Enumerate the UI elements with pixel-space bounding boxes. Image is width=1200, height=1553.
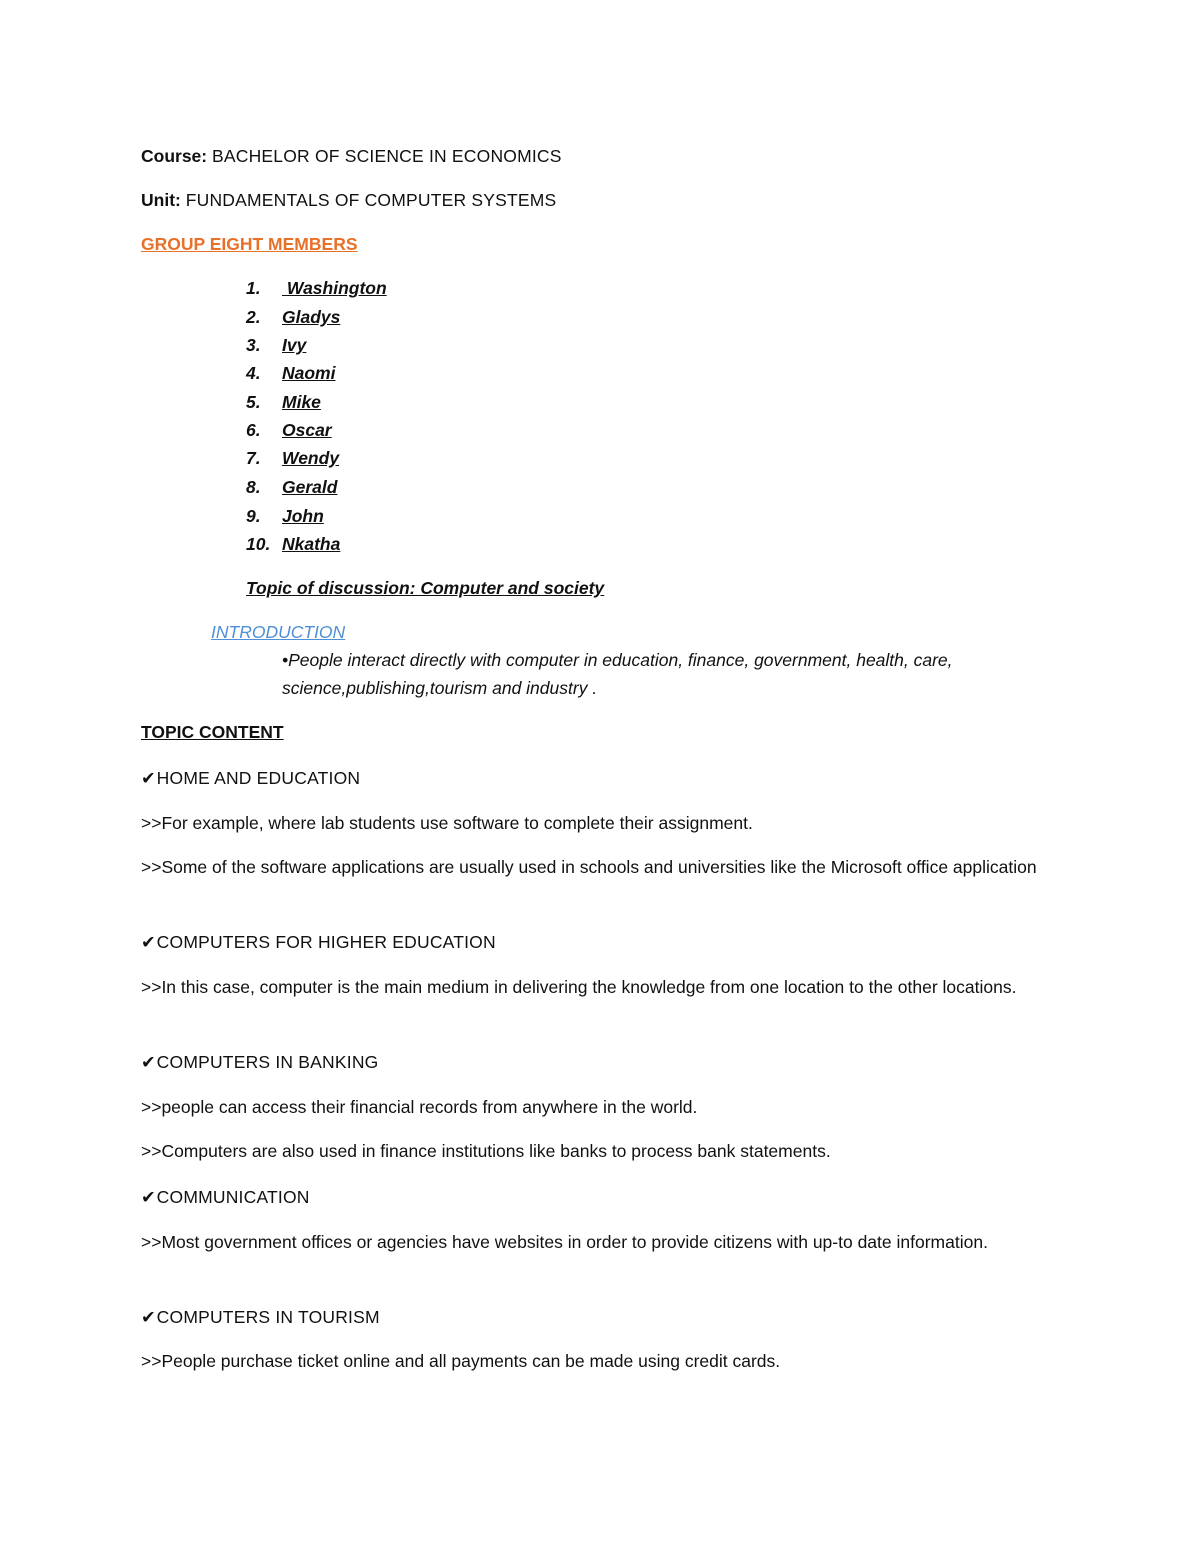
unit-line (141, 189, 556, 211)
list-number: 3. (246, 335, 261, 355)
member-name: Wendy (282, 448, 340, 468)
section-title (141, 931, 496, 953)
paragraph: >>people can access their financial records from anywhere in the world. (141, 1097, 698, 1117)
section-title (141, 767, 360, 789)
check-icon: ✔ (141, 1052, 156, 1072)
introduction-line-1: •People interact directly with computer in education, finance, government, health, care, (282, 650, 953, 670)
introduction-heading: INTRODUCTION (211, 622, 346, 642)
list-number: 1. (246, 278, 261, 298)
introduction-line-2: science,publishing,tourism and industry . (282, 678, 598, 698)
section-title (141, 1186, 310, 1208)
unit-label: Unit: (141, 190, 181, 210)
list-number: 6. (246, 420, 261, 440)
paragraph: >>People purchase ticket online and all payments can be made using credit cards. (141, 1351, 781, 1371)
paragraph: >>Most government offices or agencies have websites in order to provide citizens with up-to date information. (141, 1232, 988, 1252)
check-icon: ✔ (141, 768, 156, 788)
section-title (141, 1306, 380, 1328)
member-name: Gerald (282, 477, 338, 497)
course-label: Course: (141, 146, 208, 166)
member-name: Naomi (282, 363, 336, 383)
group-heading: GROUP EIGHT MEMBERS (141, 234, 358, 254)
paragraph: >>In this case, computer is the main medium in delivering the knowledge from one location to the other locations. (141, 977, 1017, 997)
list-number: 2. (246, 307, 261, 327)
list-number: 8. (246, 477, 261, 497)
member-name: Oscar (282, 420, 332, 440)
list-number: 9. (246, 506, 261, 526)
member-name: Mike (282, 392, 321, 412)
check-icon: ✔ (141, 1187, 156, 1207)
section-title-text: COMPUTERS IN TOURISM (156, 1307, 380, 1327)
topic-of-discussion: Topic of discussion: Computer and society (246, 578, 605, 598)
member-name: Gladys (282, 307, 341, 327)
check-icon: ✔ (141, 1307, 156, 1327)
member-name: Washington (282, 278, 387, 298)
section-title-text: HOME AND EDUCATION (156, 768, 361, 788)
check-icon: ✔ (141, 932, 156, 952)
list-number: 7. (246, 448, 261, 468)
section-title-text: COMMUNICATION (156, 1187, 310, 1207)
course-line (141, 145, 562, 167)
member-name: Nkatha (282, 534, 341, 554)
member-name: Ivy (282, 335, 307, 355)
course-value: BACHELOR OF SCIENCE IN ECONOMICS (212, 146, 562, 166)
paragraph: >>For example, where lab students use software to complete their assignment. (141, 813, 753, 833)
topic-content-heading: TOPIC CONTENT (141, 722, 284, 742)
list-number: 10. (246, 534, 271, 554)
section-title-text: COMPUTERS IN BANKING (156, 1052, 379, 1072)
list-number: 4. (246, 363, 261, 383)
section-title (141, 1051, 378, 1073)
paragraph: >>Some of the software applications are usually used in schools and universities like the Microsoft office application (141, 857, 1037, 877)
unit-value: FUNDAMENTALS OF COMPUTER SYSTEMS (185, 190, 557, 210)
member-name: John (282, 506, 324, 526)
list-number: 5. (246, 392, 261, 412)
section-title-text: COMPUTERS FOR HIGHER EDUCATION (156, 932, 496, 952)
paragraph: >>Computers are also used in finance institutions like banks to process bank statements. (141, 1141, 831, 1161)
